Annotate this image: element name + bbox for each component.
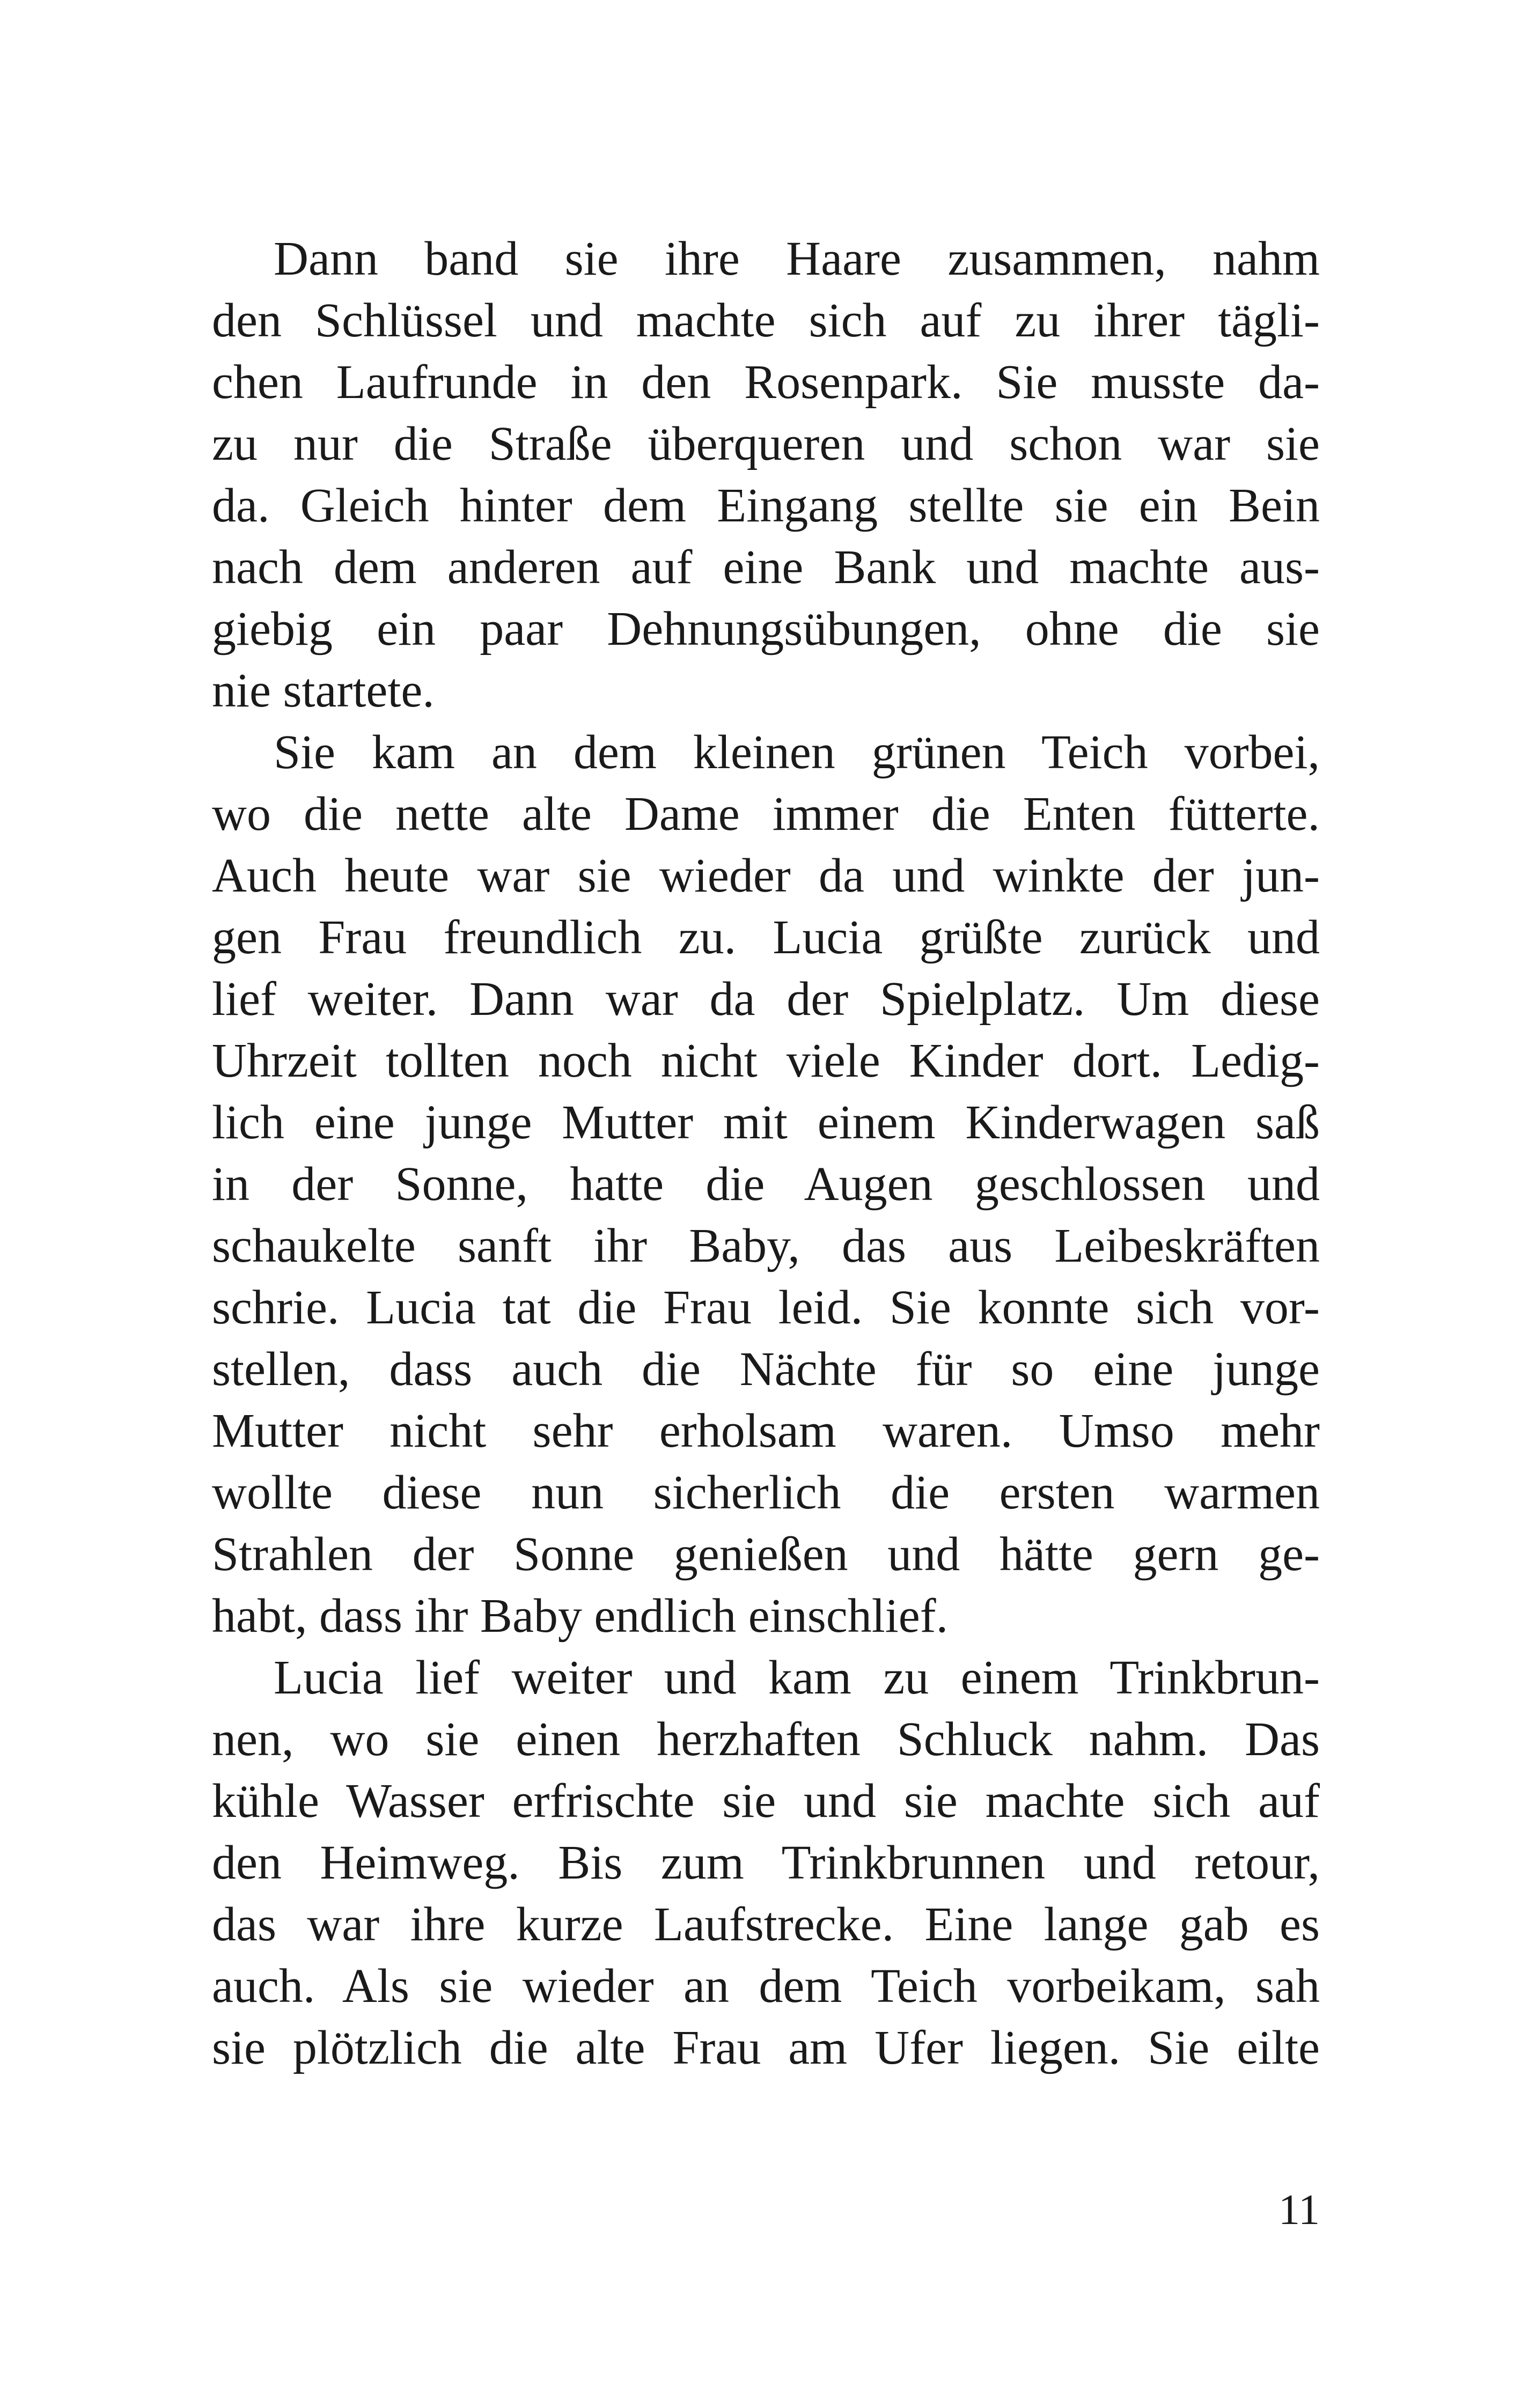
text-line: lich eine junge Mutter mit einem Kinderwagen saß	[212, 1096, 1320, 1149]
text-line: den Heimweg. Bis zum Trinkbrunnen und retour,	[212, 1836, 1320, 1889]
text-line: stellen, dass auch die Nächte für so eine junge	[212, 1343, 1320, 1396]
text-line: schaukelte sanft ihr Baby, das aus Leibeskräften	[212, 1219, 1320, 1272]
text-line: in der Sonne, hatte die Augen geschlossen und	[212, 1158, 1320, 1211]
text-line: auch. Als sie wieder an dem Teich vorbeikam, sah	[212, 1960, 1320, 2013]
text-line: wollte diese nun sicherlich die ersten warmen	[212, 1466, 1320, 1519]
text-line: Mutter nicht sehr erholsam waren. Umso mehr	[212, 1404, 1320, 1457]
text-line: gen Frau freundlich zu. Lucia grüßte zurück und	[212, 911, 1320, 964]
text-line: Auch heute war sie wieder da und winkte der jun-	[212, 849, 1320, 902]
text-line: nie startete.	[212, 664, 435, 717]
text-line: das war ihre kurze Laufstrecke. Eine lange gab es	[212, 1898, 1320, 1951]
text-line: wo die nette alte Dame immer die Enten fütterte.	[212, 787, 1320, 841]
text-line: Uhrzeit tollten noch nicht viele Kinder dort. Ledig-	[212, 1034, 1320, 1087]
text-line: nach dem anderen auf eine Bank und machte aus-	[212, 541, 1320, 594]
text-line: Sie kam an dem kleinen grünen Teich vorbei,	[274, 726, 1320, 779]
text-line: kühle Wasser erfrischte sie und sie machte sich auf	[212, 1774, 1320, 1828]
text-line: zu nur die Straße überqueren und schon war sie	[212, 417, 1320, 470]
text-line: da. Gleich hinter dem Eingang stellte sie ein Bein	[212, 479, 1320, 532]
text-line: Strahlen der Sonne genießen und hätte gern ge-	[212, 1528, 1320, 1581]
text-line: chen Laufrunde in den Rosenpark. Sie musste da-	[212, 356, 1320, 409]
text-line: Dann band sie ihre Haare zusammen, nahm	[274, 232, 1320, 285]
text-line: habt, dass ihr Baby endlich einschlief.	[212, 1589, 949, 1643]
page-number: 11	[1278, 2186, 1320, 2234]
text-line: sie plötzlich die alte Frau am Ufer liegen. Sie eilte	[212, 2021, 1320, 2074]
body-text	[212, 228, 1320, 2079]
text-line: giebig ein paar Dehnungsübungen, ohne die sie	[212, 602, 1320, 656]
text-line: schrie. Lucia tat die Frau leid. Sie konnte sich vor-	[212, 1281, 1320, 1334]
text-line: nen, wo sie einen herzhaften Schluck nahm. Das	[212, 1713, 1320, 1766]
text-line: den Schlüssel und machte sich auf zu ihrer tägli-	[212, 294, 1320, 347]
text-line: lief weiter. Dann war da der Spielplatz. Um diese	[212, 973, 1320, 1026]
text-line: Lucia lief weiter und kam zu einem Trinkbrun-	[274, 1651, 1320, 1704]
